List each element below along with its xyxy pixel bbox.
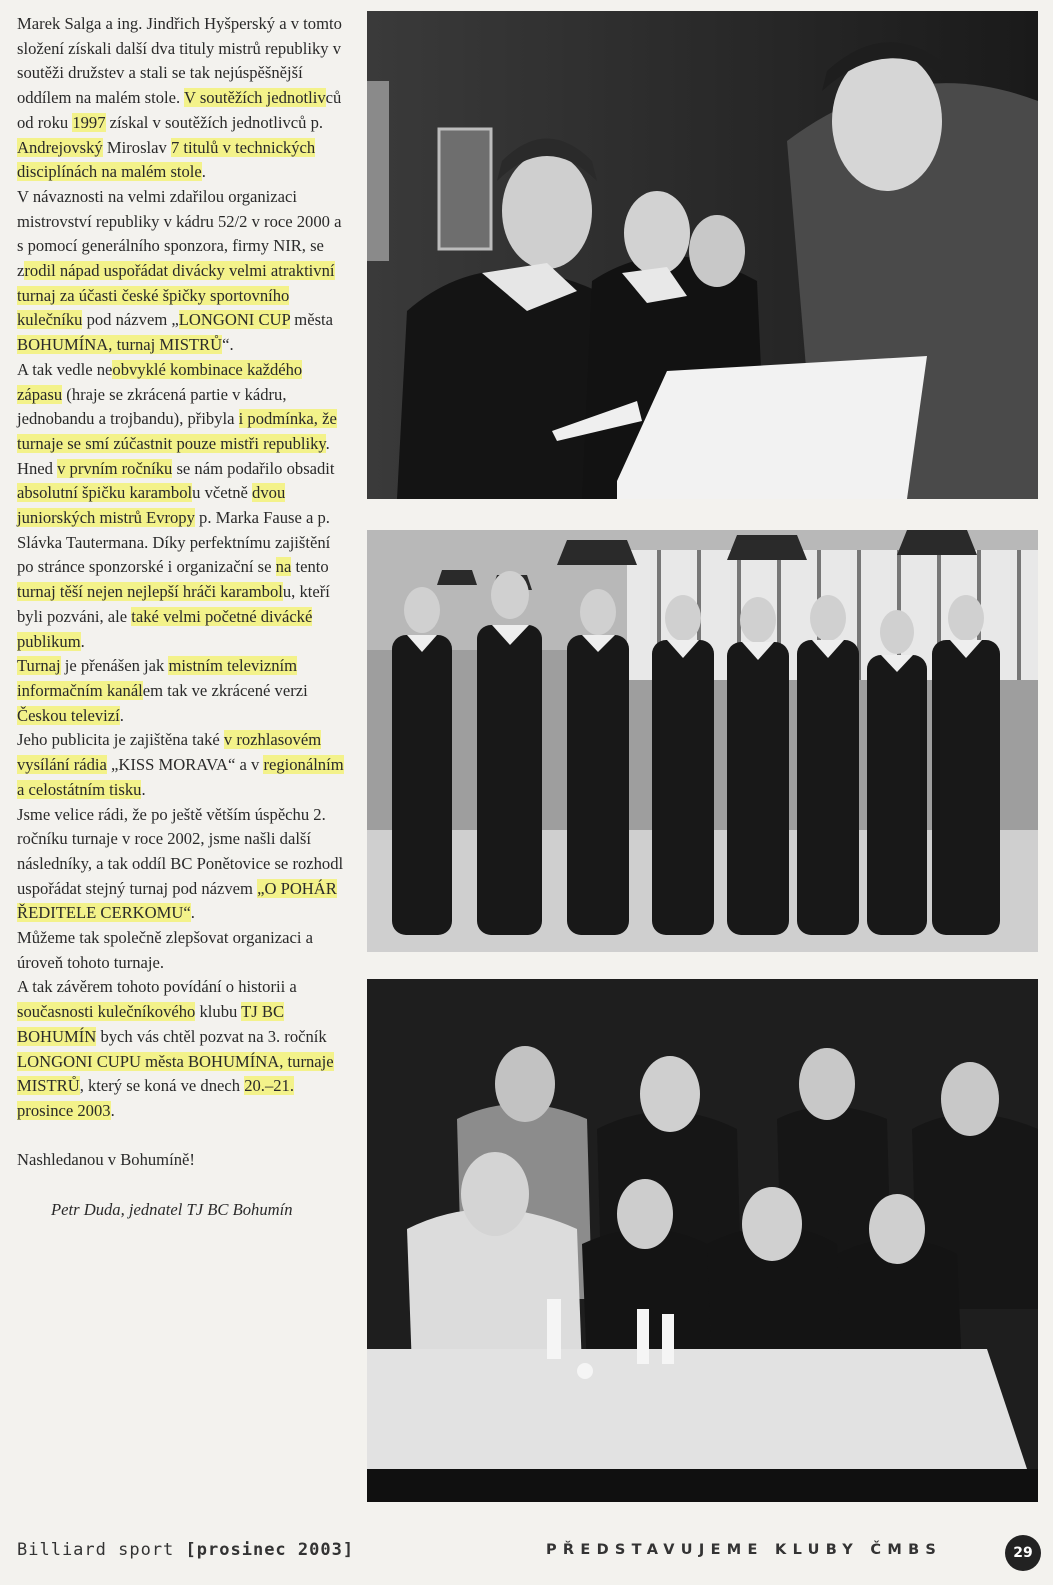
- highlighted-text: 7 titulů v technických disciplínách na malém stole: [17, 137, 316, 182]
- highlighted-text: rodil nápad uspořádat divácky velmi atraktivní turnaj za účasti české špičky sportovního kulečníku: [17, 261, 335, 330]
- text-segment: tento: [291, 557, 329, 577]
- paragraph-4: [17, 457, 347, 655]
- paragraph-1: [17, 12, 347, 185]
- article-column: [17, 12, 347, 1222]
- highlighted-text: také velmi početné divácké publikum: [17, 606, 313, 651]
- text-segment: „KISS MORAVA“ a v: [106, 755, 264, 775]
- text-segment: Hned: [17, 458, 58, 478]
- text-segment: “.: [222, 335, 234, 355]
- paragraph-2: [17, 185, 347, 358]
- highlighted-text: „O POHÁR ŘEDITELE CERKOMU“: [17, 878, 337, 923]
- text-segment: .: [325, 433, 330, 453]
- highlighted-text: i podmínka, že turnaje se smí zúčastnit pouze mistři republiky: [17, 409, 337, 453]
- text-segment: ců od roku: [17, 88, 342, 132]
- text-segment: .: [119, 705, 124, 725]
- highlighted-text: BOHUMÍNA, turnaj MISTRŮ: [17, 335, 223, 355]
- highlighted-text: turnaj těší nejen nejlepší hráči karambol: [17, 582, 283, 602]
- highlighted-text: na: [275, 557, 292, 577]
- photo-team-standing: [367, 530, 1038, 952]
- issue-date: [prosinec 2003]: [185, 1540, 355, 1560]
- text-segment: Miroslav: [102, 137, 171, 157]
- highlighted-text: Turnaj: [17, 656, 61, 676]
- text-segment: p. Marka Fause a p. Slávka Tautermana. Díky perfektnímu zajištění po stránce sponzorské i organizační se: [17, 508, 331, 577]
- highlighted-text: mistním televizním informačním kanál: [17, 656, 298, 700]
- highlighted-text: dvou juniorských mistrů Evropy: [17, 483, 286, 528]
- highlighted-text: V soutěžích jednotliv: [183, 88, 326, 108]
- text-segment: .: [190, 903, 195, 923]
- text-segment: .: [201, 162, 206, 182]
- closing-line: Nashledanou v Bohumíně!: [17, 1150, 195, 1170]
- highlighted-text: LONGONI CUPU města BOHUMÍNA, turnaje MISTRŮ: [17, 1051, 334, 1096]
- author-signature: Petr Duda, jednatel TJ BC Bohumín: [51, 1199, 293, 1219]
- text-segment: Marek Salga a ing. Jindřich Hyšperský a v tomto složení získali další dva tituly mistrů republiky v soutěži družstev a stali se tak nejúspěšnější oddílem na malém stole.: [17, 14, 342, 108]
- text-segment: je přenášen jak: [60, 656, 169, 676]
- text-segment: A tak závěrem tohoto povídání o historii a: [17, 977, 297, 997]
- magazine-name: Billiard sport: [17, 1540, 175, 1560]
- text-segment: města: [290, 310, 334, 330]
- text-segment: klubu: [195, 1002, 242, 1022]
- section-title: PŘEDSTAVUJEME KLUBY ČMBS: [546, 1542, 943, 1558]
- photo-team-seated: [367, 979, 1038, 1502]
- highlighted-text: 1997: [72, 112, 106, 132]
- text-segment: Můžeme tak společně zlepšovat organizaci a úroveň tohoto turnaje.: [17, 928, 313, 972]
- text-segment: .: [110, 1100, 115, 1120]
- highlighted-text: 20.–21. prosince 2003: [17, 1076, 294, 1120]
- text-segment: , který se koná ve dnech: [79, 1076, 245, 1096]
- text-segment: .: [80, 631, 85, 651]
- text-segment: V návaznosti na velmi zdařilou organizaci mistrovství republiky v kádru 52/2 v roce 2000 a s pomocí generálního sponzora, firmy NIR, se z: [17, 186, 342, 281]
- text-segment: bych vás chtěl pozvat na 3. ročník: [96, 1026, 327, 1046]
- text-segment: (hraje se zkrácená partie v kádru, jednobandu a trojbandu), přibyla: [17, 384, 287, 429]
- text-segment: u včetně: [192, 483, 253, 503]
- highlighted-text: regionálním a celostátním tisku: [17, 755, 344, 799]
- paragraph-5: [17, 654, 347, 728]
- paragraph-3: [17, 358, 347, 457]
- text-segment: Jsme velice rádi, že po ještě větším úspěchu 2. ročníku turnaje v roce 2002, jsme našli další následníky, a tak oddíl BC Ponětovice se rozhodl uspořádat stejný turnaj pod názvem: [17, 804, 344, 898]
- highlighted-text: Českou televizí: [17, 705, 120, 725]
- highlighted-text: současnosti kulečníkového: [17, 1002, 196, 1022]
- highlighted-text: v rozhlasovém vysílání rádia: [17, 730, 322, 775]
- highlighted-text: absolutní špičku karambol: [17, 483, 193, 503]
- highlighted-text: TJ BC BOHUMÍN: [17, 1002, 285, 1046]
- text-segment: Jeho publicita je zajištěna také: [17, 730, 224, 750]
- paragraph-8: [17, 926, 347, 975]
- text-segment: získal v soutěžích jednotlivců p.: [105, 112, 324, 132]
- text-segment: .: [141, 779, 146, 799]
- text-segment: u, kteří byli pozváni, ale: [17, 582, 330, 626]
- paragraph-9: [17, 975, 347, 1123]
- photo-award-ceremony: [367, 11, 1038, 499]
- paragraph-6: [17, 728, 347, 802]
- text-segment: A tak vedle ne: [17, 359, 113, 379]
- text-segment: se nám podařilo obsadit: [172, 458, 335, 478]
- text-segment: em tak ve zkrácené verzi: [142, 680, 308, 700]
- footer-magazine: [17, 1540, 354, 1560]
- paragraph-7: [17, 803, 347, 927]
- highlighted-text: obvyklé kombinace každého zápasu: [17, 359, 303, 404]
- highlighted-text: LONGONI CUP: [178, 310, 291, 330]
- highlighted-text: v prvním ročníku: [57, 458, 173, 478]
- page-number: 29: [1005, 1535, 1041, 1571]
- text-segment: pod názvem „: [82, 310, 179, 330]
- highlighted-text: Andrejovský: [17, 137, 103, 157]
